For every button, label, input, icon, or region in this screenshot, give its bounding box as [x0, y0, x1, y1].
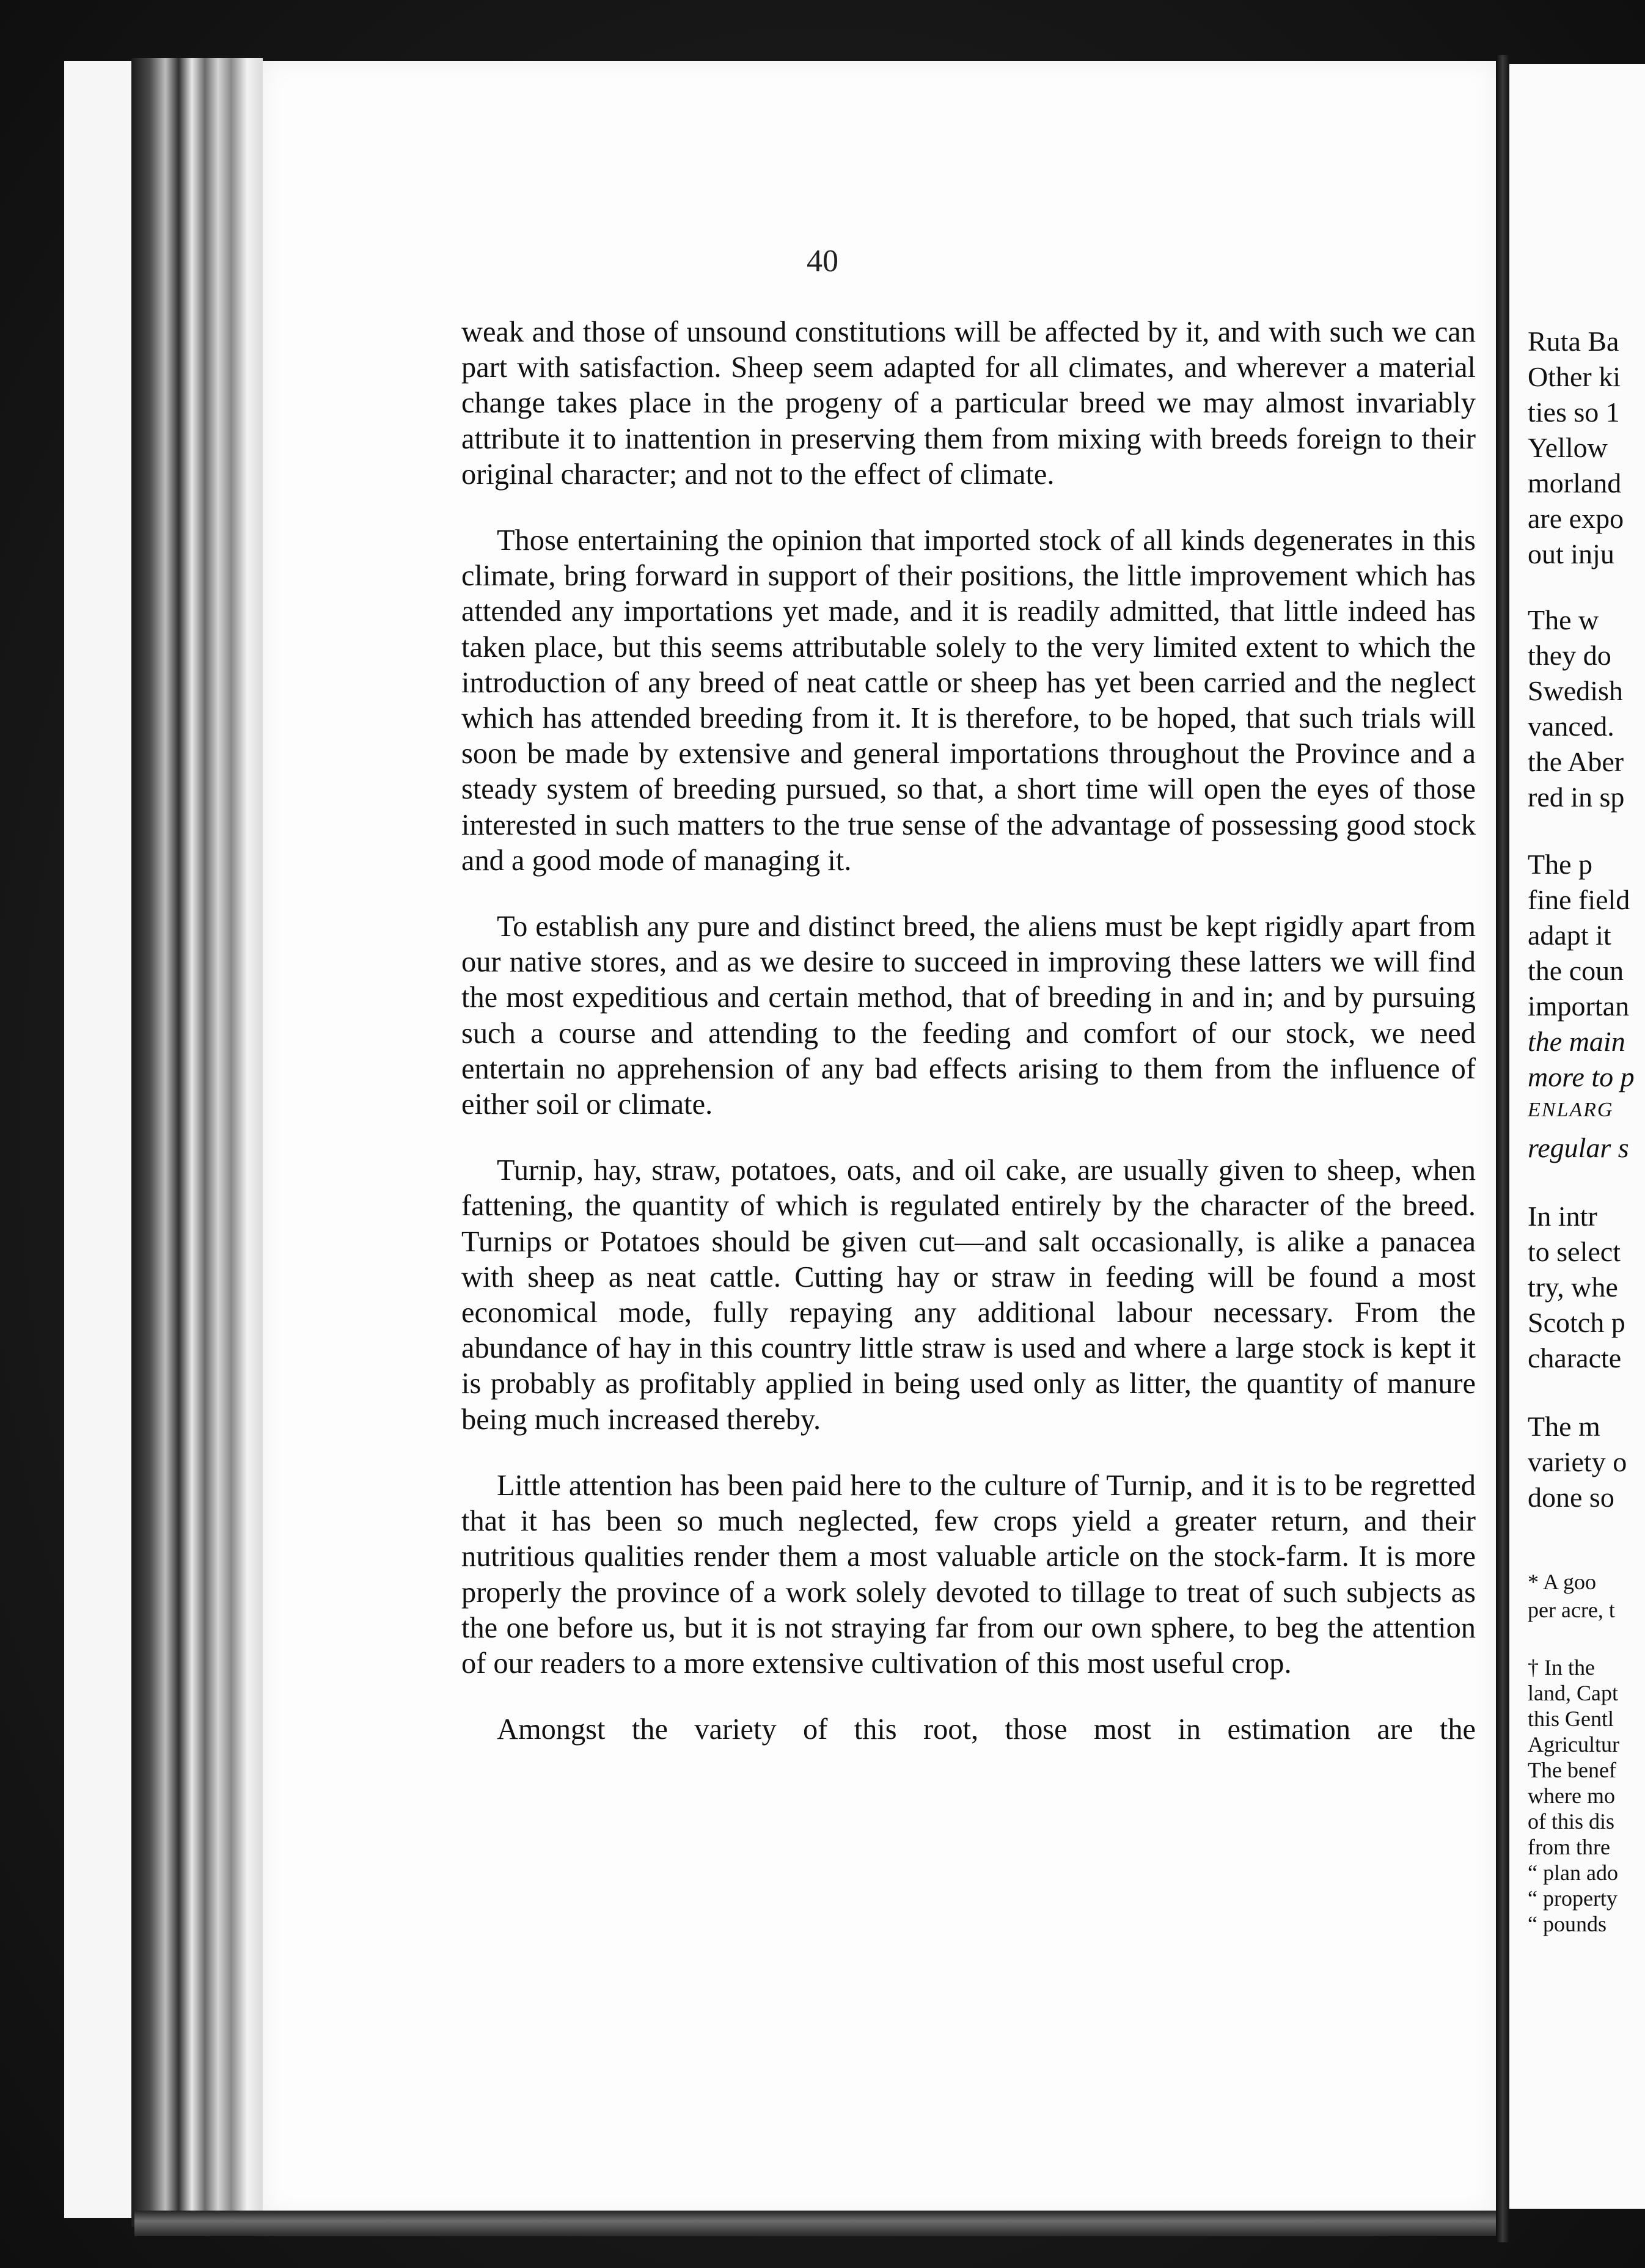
facing-line: In intr [1528, 1201, 1597, 1232]
facing-line: Ruta Ba [1528, 326, 1619, 357]
facing-footnote: where mo [1528, 1783, 1615, 1808]
page-bottom-edge [134, 2211, 1509, 2236]
facing-line: importan [1528, 990, 1630, 1022]
facing-footnote: † In the [1528, 1655, 1595, 1680]
facing-line: variety o [1528, 1446, 1627, 1477]
facing-line: vanced. [1528, 711, 1614, 742]
paragraph-5: Little attention has been paid here to the culture of Turnip, and it is to be regretted that it has been so much neglected, few crops yield a greater return, and their nutritious qualities render them a most valuable article on the stock-farm. It is more properly the province of a work solely devoted to tillage to treat of such subjects as the one before us, but it is not straying far from our own sphere, to beg the attention of our readers to a more extensive cultivation of this most useful crop. [461, 1469, 1476, 1680]
book-spine [131, 58, 263, 2227]
facing-line: The w [1528, 604, 1599, 635]
facing-footnote: * A goo [1528, 1570, 1597, 1594]
facing-line: morland [1528, 467, 1622, 499]
facing-line: the main [1528, 1026, 1625, 1057]
body-text [461, 315, 1476, 1778]
facing-footnote: this Gentl [1528, 1706, 1614, 1731]
facing-line: the coun [1528, 955, 1624, 986]
left-page-edge [64, 61, 137, 2218]
book-gutter [1496, 55, 1509, 2242]
facing-line: are expo [1528, 503, 1624, 534]
facing-footnote: of this dis [1528, 1809, 1615, 1834]
facing-line: Other ki [1528, 361, 1621, 392]
facing-line: ENLARG [1528, 1099, 1614, 1121]
facing-line: characte [1528, 1342, 1622, 1374]
facing-footnote: from thre [1528, 1835, 1610, 1859]
facing-line: to select [1528, 1236, 1621, 1267]
facing-line: The p [1528, 849, 1593, 880]
paragraph-1: weak and those of unsound constitutions will be affected by it, and with such we can part with satisfaction. Sheep seem adapted for all climates, and wherever a material change takes place in the progeny of a particular breed we may almost invariably attribute it to inattention in preserving them from mixing with breeds foreign to their original character; and not to the effect of climate. [461, 316, 1476, 491]
facing-footnote: Agricultur [1528, 1732, 1619, 1757]
facing-line: Swedish [1528, 675, 1623, 706]
facing-line: they do [1528, 640, 1611, 671]
facing-footnote: land, Capt [1528, 1681, 1618, 1705]
paragraph-2: Those entertaining the opinion that imported stock of all kinds degenerates in this climate, bring forward in support of their positions, the little improvement which has attended any importations yet made, and it is readily admitted, that little indeed has taken place, but this seems attributable solely to the very limited extent to which the introduction of any breed of neat cattle or sheep has yet been carried and the neglect which has attended breeding from it. It is therefore, to be hoped, that such trials will soon be made by extensive and general importations throughout the Province and a steady system of breeding pursued, so that, a short time will open the eyes of those interested in such matters to the true sense of the advantage of possessing good stock and a good mode of managing it. [461, 524, 1476, 877]
facing-line: adapt it [1528, 920, 1611, 951]
facing-line: red in sp [1528, 781, 1625, 813]
facing-footnote: “ plan ado [1528, 1860, 1618, 1885]
facing-line: try, whe [1528, 1271, 1618, 1303]
facing-footnote: per acre, t [1528, 1598, 1615, 1622]
paragraph-3: To establish any pure and distinct breed, the aliens must be kept rigidly apart from our native stores, and as we desire to succeed in improving these latters we will find the most expeditious and certain method, that of breeding in and in; and by pursuing such a course and attending to the feeding and comfort of our stock, we need entertain no apprehension of any bad effects arising to them from the influence of either soil or climate. [461, 910, 1476, 1121]
facing-line: done so [1528, 1482, 1614, 1513]
facing-line: Yellow [1528, 432, 1608, 463]
facing-line: regular s [1528, 1132, 1629, 1163]
facing-footnote: “ pounds [1528, 1912, 1607, 1936]
facing-line: ties so 1 [1528, 397, 1620, 428]
facing-line: out inju [1528, 538, 1614, 569]
facing-line: The m [1528, 1411, 1600, 1442]
facing-line: more to p [1528, 1061, 1635, 1092]
facing-line: the Aber [1528, 746, 1624, 777]
facing-line: fine field [1528, 884, 1630, 915]
facing-line: Scotch p [1528, 1307, 1625, 1338]
paragraph-4: Turnip, hay, straw, potatoes, oats, and oil cake, are usually given to sheep, when fattening, the quantity of which is regulated entirely by the character of the breed. Turnips or Potatoes should be given cut—and salt occasionally, is alike a panacea with sheep as neat cattle. Cutting hay or straw in feeding will be found a most economical mode, fully repaying any additional labour necessary. From the abundance of hay in this country little straw is used and where a large stock is kept it is probably as profitably applied in being used only as litter, the quantity of manure being much increased thereby. [461, 1154, 1476, 1436]
facing-footnote: The benef [1528, 1758, 1616, 1782]
page-number: 40 [807, 244, 838, 279]
paragraph-6: Amongst the variety of this root, those most in estimation are the [497, 1713, 1476, 1746]
facing-footnote: “ property [1528, 1886, 1618, 1911]
